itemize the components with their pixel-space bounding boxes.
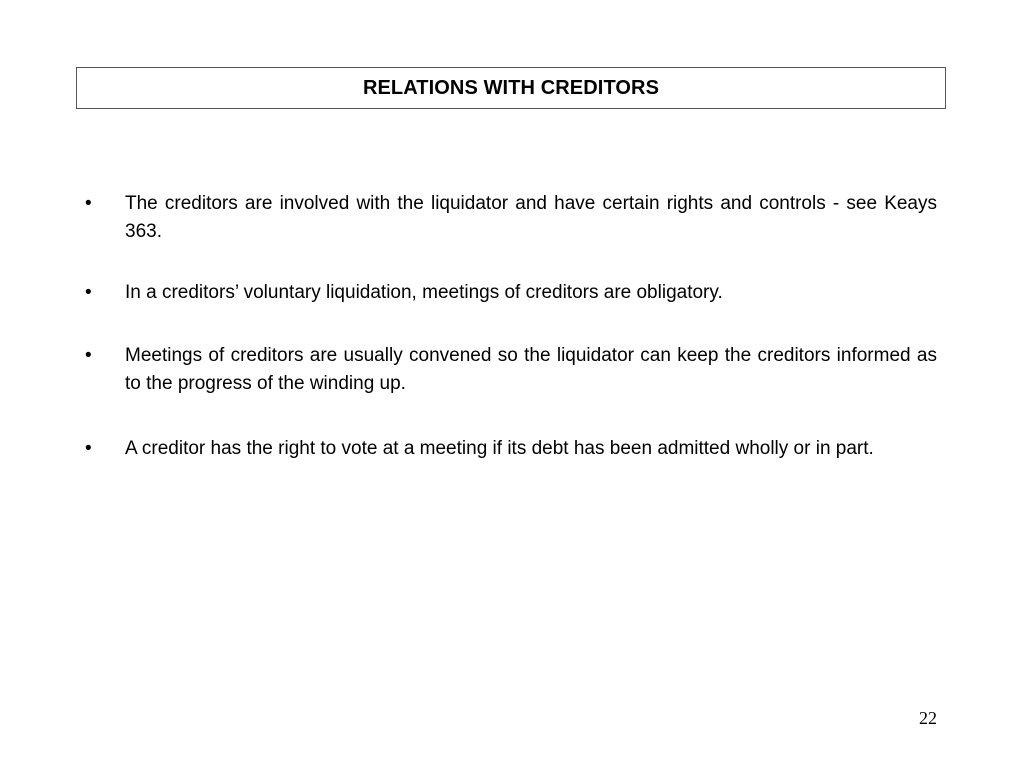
bullet-icon: • [85, 193, 92, 214]
title-box [76, 67, 946, 109]
bullet-text: A creditor has the right to vote at a meeting if its debt has been admitted wholly or in part. [125, 438, 874, 459]
bullet-item [85, 190, 937, 246]
bullet-item [85, 435, 937, 463]
bullet-item [85, 279, 937, 307]
page-number: 22 [919, 708, 937, 728]
bullet-icon: • [85, 345, 92, 366]
bullet-list [85, 190, 937, 496]
bullet-icon: • [85, 438, 92, 459]
slide-title: RELATIONS WITH CREDITORS [362, 76, 660, 99]
bullet-text: Meetings of creditors are usually convened so the liquidator can keep the creditors informed as to the progress of the winding up. [125, 345, 937, 394]
bullet-item [85, 342, 937, 398]
bullet-text: In a creditors’ voluntary liquidation, meetings of creditors are obligatory. [125, 282, 723, 303]
bullet-icon: • [85, 282, 92, 303]
bullet-text: The creditors are involved with the liquidator and have certain rights and controls - see Keays 363. [125, 193, 937, 242]
